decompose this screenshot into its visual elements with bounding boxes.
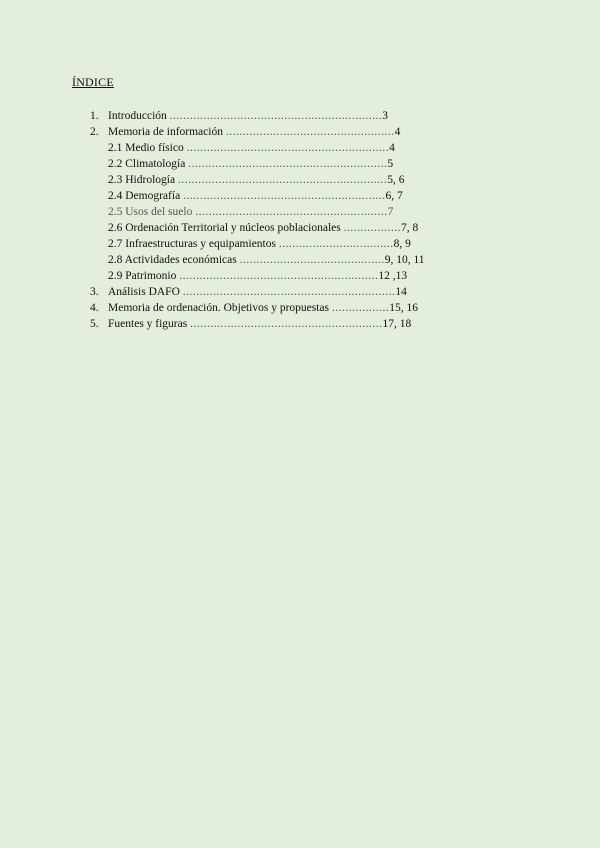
toc-entry-number: 3. [90, 286, 99, 298]
toc-entry-number: 2. [90, 126, 99, 138]
toc-entry-number: 1. [90, 110, 99, 122]
toc-entry-label: Memoria de ordenación. Objetivos y propuestas [108, 302, 329, 314]
dot-leader: ........................................................... [188, 158, 388, 170]
toc-entry-label: Memoria de información [108, 126, 223, 138]
page-title: ÍNDICE [72, 75, 114, 89]
toc-entry-page: 7, 8 [401, 222, 419, 234]
dot-leader: ................. [331, 302, 390, 314]
toc-entry[interactable] [0, 252, 600, 268]
toc-entry-label: Fuentes y figuras [108, 318, 188, 330]
toc-entry[interactable] [0, 316, 600, 332]
dot-leader: ................. [343, 222, 401, 234]
toc-entry-page: 6, 7 [385, 190, 403, 202]
dot-leader: ............................................................ [186, 142, 390, 154]
toc-entry-number: 4. [90, 302, 99, 314]
toc-entry[interactable] [0, 108, 600, 124]
toc-entry-page: 9, 10, 11 [384, 254, 425, 266]
toc-entry[interactable] [0, 156, 600, 172]
toc-entry-label: Análisis DAFO [108, 286, 180, 298]
toc-entry-page: 15, 16 [389, 302, 418, 314]
toc-entry-page: 17, 18 [382, 318, 412, 330]
toc-entry[interactable] [0, 172, 600, 188]
toc-entry-label: 2.7 Infraestructuras y equipamientos [108, 238, 276, 250]
toc-entry-label: 2.8 Actividades económicas [108, 254, 237, 266]
toc-entry-label: Introducción [108, 110, 167, 122]
toc-entry-page: 7 [387, 206, 394, 218]
toc-entry-page: 4 [389, 142, 395, 154]
toc-entry[interactable] [0, 268, 600, 284]
dot-leader: .............................................................. [177, 174, 388, 186]
dot-leader: ......................................................... [190, 318, 383, 330]
toc-entry-label: 2.6 Ordenación Territorial y núcleos poblacionales [108, 222, 341, 234]
toc-entry[interactable] [0, 204, 600, 220]
toc-entry-page: 4 [394, 126, 401, 138]
toc-entry[interactable] [0, 140, 600, 156]
toc-entry-page: 12 ,13 [378, 270, 408, 282]
toc-entry-label: 2.5 Usos del suelo [108, 206, 193, 218]
toc-entry-page: 5 [387, 158, 394, 170]
dot-leader: ............................................................ [183, 190, 386, 202]
toc-entry-label: 2.2 Climatología [108, 158, 186, 170]
toc-entry-label: 2.3 Hidrología [108, 174, 176, 186]
dot-leader: ......................................................... [195, 206, 388, 218]
toc-entry-page: 14 [395, 286, 407, 298]
dot-leader: ........................................................... [179, 270, 379, 282]
toc-entry-page: 5, 6 [387, 174, 405, 186]
toc-entry-label: 2.9 Patrimonio [108, 270, 177, 282]
toc-entry[interactable] [0, 300, 600, 316]
toc-entry[interactable] [0, 124, 600, 140]
toc-entry[interactable] [0, 236, 600, 252]
toc-entry-page: 8, 9 [393, 238, 411, 250]
dot-leader: ............................................................... [169, 110, 383, 122]
toc-entry-label: 2.1 Medio físico [108, 142, 184, 154]
toc-entry-page: 3 [382, 110, 389, 122]
dot-leader: ........................................... [239, 254, 385, 266]
dot-leader: .................................................. [225, 126, 395, 138]
toc-entry-number: 5. [90, 318, 99, 330]
toc-entry-label: 2.4 Demografía [108, 190, 181, 202]
dot-leader: .................................. [278, 238, 394, 250]
toc-entry[interactable] [0, 188, 600, 204]
dot-leader: ............................................................... [182, 286, 396, 298]
toc-entry[interactable] [0, 220, 600, 236]
toc-entry[interactable] [0, 284, 600, 300]
